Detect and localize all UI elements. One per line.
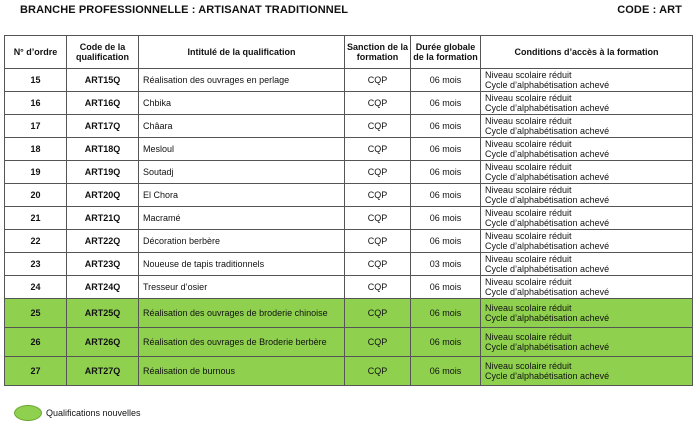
condition-line: Niveau scolaire réduit: [485, 139, 572, 149]
table-row: [5, 328, 693, 357]
row-code: ART18Q: [67, 138, 139, 161]
row-duration: 06 mois: [411, 92, 481, 115]
row-conditions: [481, 138, 693, 161]
table-row: [5, 207, 693, 230]
row-title: Mesloul: [139, 138, 345, 161]
condition-line: Niveau scolaire réduit: [485, 231, 572, 241]
row-code: ART25Q: [67, 299, 139, 328]
row-number: 16: [5, 92, 67, 115]
row-sanction: CQP: [345, 92, 411, 115]
table-row: [5, 276, 693, 299]
row-sanction: CQP: [345, 253, 411, 276]
row-title: Soutadj: [139, 161, 345, 184]
row-title: Réalisation de burnous: [139, 357, 345, 386]
col-header-number: N° d’ordre: [5, 36, 67, 69]
table-row: [5, 184, 693, 207]
col-header-conditions: Conditions d’accès à la formation: [481, 36, 693, 69]
legend-swatch: [14, 405, 42, 421]
row-number: 24: [5, 276, 67, 299]
row-title: Tresseur d’osier: [139, 276, 345, 299]
row-code: ART22Q: [67, 230, 139, 253]
row-code: ART15Q: [67, 69, 139, 92]
condition-line: Cycle d’alphabétisation achevé: [485, 241, 610, 251]
table-row: [5, 115, 693, 138]
row-sanction: CQP: [345, 115, 411, 138]
row-title: Décoration berbère: [139, 230, 345, 253]
condition-line: Cycle d’alphabétisation achevé: [485, 218, 610, 228]
branch-title: BRANCHE PROFESSIONNELLE : ARTISANAT TRADITIONNEL: [20, 4, 349, 16]
row-number: 15: [5, 69, 67, 92]
row-conditions: [481, 184, 693, 207]
row-duration: 06 mois: [411, 115, 481, 138]
table-body: [5, 69, 693, 386]
col-header-title: Intitulé de la qualification: [139, 36, 345, 69]
table-row: [5, 138, 693, 161]
row-conditions: [481, 357, 693, 386]
row-duration: 06 mois: [411, 299, 481, 328]
table-row: [5, 357, 693, 386]
row-sanction: CQP: [345, 357, 411, 386]
row-code: ART19Q: [67, 161, 139, 184]
row-conditions: [481, 115, 693, 138]
row-sanction: CQP: [345, 276, 411, 299]
row-sanction: CQP: [345, 230, 411, 253]
col-header-duration: Durée globale de la formation: [411, 36, 481, 69]
row-number: 19: [5, 161, 67, 184]
condition-line: Cycle d’alphabétisation achevé: [485, 313, 610, 323]
row-duration: 06 mois: [411, 357, 481, 386]
row-title: Réalisation des ouvrages de broderie chinoise: [139, 299, 345, 328]
row-title: Réalisation des ouvrages de Broderie berbère: [139, 328, 345, 357]
row-sanction: CQP: [345, 207, 411, 230]
row-number: 23: [5, 253, 67, 276]
condition-line: Niveau scolaire réduit: [485, 361, 572, 371]
row-duration: 06 mois: [411, 276, 481, 299]
row-code: ART27Q: [67, 357, 139, 386]
row-duration: 06 mois: [411, 230, 481, 253]
condition-line: Niveau scolaire réduit: [485, 332, 572, 342]
row-sanction: CQP: [345, 69, 411, 92]
col-header-sanction: Sanction de la formation: [345, 36, 411, 69]
row-number: 26: [5, 328, 67, 357]
row-code: ART20Q: [67, 184, 139, 207]
table-row: [5, 92, 693, 115]
row-duration: 06 mois: [411, 207, 481, 230]
row-duration: 06 mois: [411, 161, 481, 184]
row-title: Noueuse de tapis traditionnels: [139, 253, 345, 276]
row-conditions: [481, 299, 693, 328]
condition-line: Cycle d’alphabétisation achevé: [485, 371, 610, 381]
table-header-row: [5, 36, 693, 69]
condition-line: Niveau scolaire réduit: [485, 254, 572, 264]
qualifications-table: [4, 35, 693, 386]
condition-line: Cycle d’alphabétisation achevé: [485, 80, 610, 90]
row-conditions: [481, 276, 693, 299]
row-code: ART26Q: [67, 328, 139, 357]
condition-line: Cycle d’alphabétisation achevé: [485, 195, 610, 205]
condition-line: Cycle d’alphabétisation achevé: [485, 126, 610, 136]
row-sanction: CQP: [345, 184, 411, 207]
row-number: 17: [5, 115, 67, 138]
row-number: 18: [5, 138, 67, 161]
table-row: [5, 230, 693, 253]
condition-line: Cycle d’alphabétisation achevé: [485, 149, 610, 159]
table-row: [5, 161, 693, 184]
row-title: Réalisation des ouvrages en perlage: [139, 69, 345, 92]
condition-line: Cycle d’alphabétisation achevé: [485, 287, 610, 297]
condition-line: Niveau scolaire réduit: [485, 70, 572, 80]
row-title: Châara: [139, 115, 345, 138]
row-duration: 06 mois: [411, 138, 481, 161]
condition-line: Cycle d’alphabétisation achevé: [485, 172, 610, 182]
condition-line: Niveau scolaire réduit: [485, 93, 572, 103]
branch-code: CODE : ART: [617, 4, 682, 16]
row-conditions: [481, 161, 693, 184]
row-sanction: CQP: [345, 299, 411, 328]
row-conditions: [481, 253, 693, 276]
row-code: ART16Q: [67, 92, 139, 115]
row-code: ART24Q: [67, 276, 139, 299]
table-row: [5, 299, 693, 328]
row-sanction: CQP: [345, 328, 411, 357]
row-title: Macramé: [139, 207, 345, 230]
row-code: ART23Q: [67, 253, 139, 276]
row-conditions: [481, 92, 693, 115]
condition-line: Niveau scolaire réduit: [485, 277, 572, 287]
document-header: [20, 4, 682, 18]
row-conditions: [481, 69, 693, 92]
condition-line: Cycle d’alphabétisation achevé: [485, 342, 610, 352]
condition-line: Niveau scolaire réduit: [485, 185, 572, 195]
row-conditions: [481, 328, 693, 357]
col-header-code: Code de la qualification: [67, 36, 139, 69]
row-number: 21: [5, 207, 67, 230]
row-duration: 06 mois: [411, 328, 481, 357]
legend: [14, 405, 141, 421]
row-duration: 06 mois: [411, 184, 481, 207]
legend-label: Qualifications nouvelles: [46, 408, 141, 418]
row-number: 20: [5, 184, 67, 207]
row-duration: 03 mois: [411, 253, 481, 276]
condition-line: Cycle d’alphabétisation achevé: [485, 103, 610, 113]
row-code: ART17Q: [67, 115, 139, 138]
row-title: Chbika: [139, 92, 345, 115]
condition-line: Niveau scolaire réduit: [485, 208, 572, 218]
row-number: 27: [5, 357, 67, 386]
condition-line: Cycle d’alphabétisation achevé: [485, 264, 610, 274]
table-row: [5, 69, 693, 92]
row-sanction: CQP: [345, 161, 411, 184]
condition-line: Niveau scolaire réduit: [485, 116, 572, 126]
condition-line: Niveau scolaire réduit: [485, 162, 572, 172]
row-number: 22: [5, 230, 67, 253]
condition-line: Niveau scolaire réduit: [485, 303, 572, 313]
row-code: ART21Q: [67, 207, 139, 230]
row-title: El Chora: [139, 184, 345, 207]
row-number: 25: [5, 299, 67, 328]
table-row: [5, 253, 693, 276]
row-duration: 06 mois: [411, 69, 481, 92]
row-sanction: CQP: [345, 138, 411, 161]
row-conditions: [481, 207, 693, 230]
row-conditions: [481, 230, 693, 253]
